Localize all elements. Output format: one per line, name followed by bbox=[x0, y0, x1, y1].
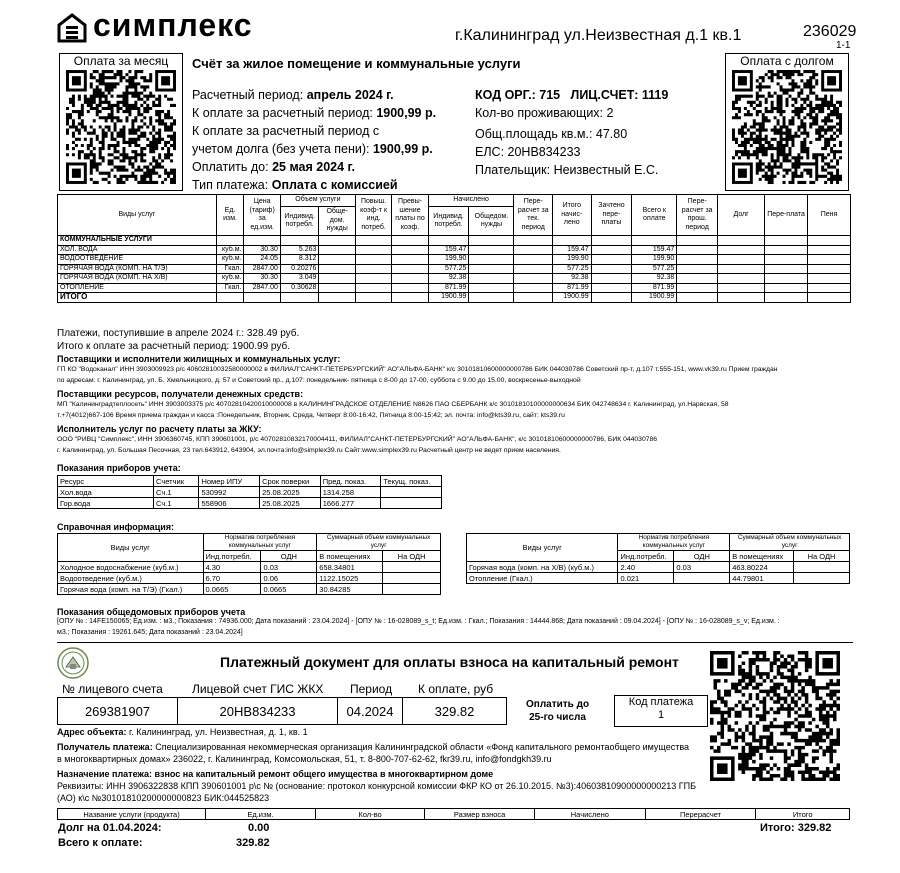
cap-table-header: Итого bbox=[756, 809, 850, 820]
pay-period-value: 1900,99 р. bbox=[376, 106, 437, 120]
meter-header: Текущ. показ. bbox=[381, 476, 442, 487]
ref-h-inroom: В помещениях bbox=[730, 551, 794, 562]
residents: Кол-во проживающих: 2 bbox=[475, 106, 614, 120]
cell-vol: 0.20276 bbox=[280, 264, 319, 274]
cap-table-header: Перерасчет bbox=[645, 809, 756, 820]
cell-ch: 92.38 bbox=[428, 274, 469, 284]
payments-received: Платежи, поступившие в апреле 2024 г.: 328.49 руб. bbox=[57, 328, 300, 339]
providers-h1: Поставщики и исполнители жилищных и коммунальных услуг: bbox=[57, 354, 341, 364]
cell-pay: 92.38 bbox=[632, 274, 677, 284]
cell-name: ГОРЯЧАЯ ВОДА (КОМП. НА Х/В) bbox=[58, 274, 217, 284]
cell-name: ХОЛ. ВОДА bbox=[58, 245, 217, 255]
table-row bbox=[58, 487, 442, 498]
providers-t1a: ГП КО "Водоканал" ИНН 3903009923 р/с 40602810032580000002 в ФИЛИАЛ"САНКТ-ПЕТЕРБУРГСКИЙ" АО"АЛЬФА-БАНК" к/с 30101810600000000786 БИК 044030786 Советский пр-т, д.107 т.555-151, www.vk39.ru Прием граждан bbox=[57, 366, 778, 373]
cap-itogo: Итого: 329.82 bbox=[760, 822, 832, 834]
cap-table-header: Начислено bbox=[535, 809, 646, 820]
fund-emblem-icon bbox=[57, 647, 89, 679]
cell-vol: 5.263 bbox=[280, 245, 319, 255]
meter-header: Номер ИПУ bbox=[199, 476, 260, 487]
ref-h-norm: Норматив потребления коммунальных услуг bbox=[203, 534, 317, 551]
h-ch-common: Общедом. нужды bbox=[469, 207, 514, 236]
cap-table-header: Кол-во bbox=[315, 809, 424, 820]
logo-icon bbox=[57, 13, 87, 43]
cap-addr-value: г. Калининград, ул. Неизвестная, д. 1, кв. 1 bbox=[129, 727, 308, 737]
period-value: апрель 2024 г. bbox=[306, 88, 394, 102]
ref-cell: Горячая вода (комп. на Т/Э) (Гкал.) bbox=[58, 584, 204, 595]
cap-h-account: № лицевого счета bbox=[62, 682, 163, 696]
meters-table bbox=[57, 475, 442, 509]
odpu-block bbox=[57, 607, 857, 638]
ref-h-service: Виды услуг bbox=[467, 534, 618, 562]
h-debt: Долг bbox=[718, 195, 765, 236]
cell-ch: 159.47 bbox=[428, 245, 469, 255]
qr-month-label: Оплата за месяц bbox=[60, 54, 182, 68]
ref-h-odn: ОДН bbox=[674, 551, 730, 562]
cap-total-label: Всего к оплате: bbox=[58, 837, 143, 849]
ref-cell: 30.84285 bbox=[317, 584, 383, 595]
cell-unit: куб.м. bbox=[216, 245, 244, 255]
table-row bbox=[58, 274, 851, 284]
meter-header: Срок поверки bbox=[260, 476, 321, 487]
table-row bbox=[58, 562, 441, 573]
h-charged: Начислено bbox=[428, 195, 514, 207]
ref-h-onodn: На ОДН bbox=[383, 551, 441, 562]
table-row bbox=[467, 562, 850, 573]
separator bbox=[57, 642, 853, 643]
capital-services-table bbox=[57, 808, 850, 820]
cap-gis: 20НВ834233 bbox=[178, 698, 338, 725]
ref-cell: 4.30 bbox=[203, 562, 261, 573]
payments-block bbox=[57, 327, 299, 353]
odpu-text2: м3.; Показания : 19261.645; Дата показаний : 23.04.2024] bbox=[57, 628, 243, 636]
cell-price: 24.05 bbox=[244, 255, 280, 265]
cell-name: ГОРЯЧАЯ ВОДА (КОМП. НА Т/Э) bbox=[58, 264, 217, 274]
org-code: КОД ОРГ.: 715 bbox=[475, 88, 561, 102]
cell-total: 871.99 bbox=[553, 283, 592, 293]
itogo-charged: 1900.99 bbox=[428, 293, 469, 303]
ref-cell bbox=[383, 573, 441, 584]
cell-unit: Гкал. bbox=[216, 283, 244, 293]
table-row bbox=[467, 573, 850, 584]
meter-cell: Хол.вода bbox=[58, 487, 154, 498]
providers-block bbox=[57, 354, 857, 456]
cell-price: 30.30 bbox=[244, 245, 280, 255]
table-row bbox=[58, 283, 851, 293]
capital-values-table bbox=[57, 697, 507, 725]
ref-cell: 463.80224 bbox=[730, 562, 794, 573]
document-subnumber: 1-1 bbox=[836, 40, 851, 51]
ref-h-odn: ОДН bbox=[261, 551, 317, 562]
logo-text: симплекс bbox=[93, 7, 253, 43]
h-total-pay: Всего к оплате bbox=[632, 195, 677, 236]
cell-name: ОТОПЛЕНИЕ bbox=[58, 283, 217, 293]
itogo-label: ИТОГО bbox=[58, 293, 217, 303]
cell-pay: 159.47 bbox=[632, 245, 677, 255]
h-excess: Превы-шение платы по коэф. bbox=[392, 195, 428, 236]
due-value: 25 мая 2024 г. bbox=[272, 160, 355, 174]
cell-pay: 199.90 bbox=[632, 255, 677, 265]
ref-cell bbox=[383, 584, 441, 595]
h-penalty: Пеня bbox=[808, 195, 851, 236]
cap-recipient-label: Получатель платежа: bbox=[57, 742, 153, 752]
group-label: КОММУНАЛЬНЫЕ УСЛУГИ bbox=[58, 236, 217, 246]
h-price: Цена (тариф) за ед.изм. bbox=[244, 195, 280, 236]
cell-price: 2847.00 bbox=[244, 283, 280, 293]
cap-debt-value: 0.00 bbox=[248, 822, 270, 834]
meter-cell: 25.08.2025 bbox=[260, 498, 321, 509]
itogo-total: 1900.99 bbox=[553, 293, 592, 303]
providers-h3: Исполнитель услуг по расчету платы за ЖКУ: bbox=[57, 424, 262, 434]
cell-price: 30.30 bbox=[244, 274, 280, 284]
cell-pay: 871.99 bbox=[632, 283, 677, 293]
ref-cell: 6.70 bbox=[203, 573, 261, 584]
cap-period: 04.2024 bbox=[338, 698, 403, 725]
ref-cell: 658.34801 bbox=[317, 562, 383, 573]
cell-ch: 871.99 bbox=[428, 283, 469, 293]
ref-h-inroom: В помещениях bbox=[317, 551, 383, 562]
cap-account: 269381907 bbox=[58, 698, 178, 725]
payments-total: Итого к оплате за расчетный период: 1900.99 руб. bbox=[57, 341, 290, 352]
odpu-title: Показания общедомовых приборов учета bbox=[57, 607, 246, 617]
itogo-pay: 1900.99 bbox=[632, 293, 677, 303]
h-vol-common: Обще-дом. нужды bbox=[319, 207, 355, 236]
meter-cell: Гор.вода bbox=[58, 498, 154, 509]
meter-header: Ресурс bbox=[58, 476, 154, 487]
table-row bbox=[58, 498, 442, 509]
cell-vol: 3.049 bbox=[280, 274, 319, 284]
table-row bbox=[58, 245, 851, 255]
type-label: Тип платежа: bbox=[192, 178, 269, 192]
cell-total: 92.38 bbox=[553, 274, 592, 284]
h-recalc: Пере-расчет за тек. период bbox=[514, 195, 553, 236]
ref-cell bbox=[383, 562, 441, 573]
cap-h-pay: К оплате, руб bbox=[418, 682, 494, 696]
ref-cell: 0.021 bbox=[618, 573, 674, 584]
cap-requisites1: Реквизиты: ИНН 3906322838 КПП 390601001 р\с № (основание: протокол конкурсной комиссии ФКР КО от 26.10.2015. №3):40603810900000000213 ГПБ bbox=[57, 781, 696, 791]
capital-details bbox=[57, 726, 847, 804]
cap-table-header: Размер взноса bbox=[425, 809, 535, 820]
qr-month bbox=[59, 53, 183, 191]
cap-due1: Оплатить до bbox=[526, 699, 590, 710]
cell-ch: 199.90 bbox=[428, 255, 469, 265]
bill-info-right bbox=[475, 86, 720, 179]
ref-cell: 0.03 bbox=[261, 562, 317, 573]
ref-h-service: Виды услуг bbox=[58, 534, 204, 562]
address: г.Калининград ул.Неизвестная д.1 кв.1 bbox=[455, 27, 742, 44]
cell-ch: 577.25 bbox=[428, 264, 469, 274]
bill-info-left bbox=[192, 86, 472, 194]
type-value: Оплата с комиссией bbox=[271, 178, 398, 192]
qr-debt bbox=[725, 53, 849, 191]
ref-cell: Водоотведение (куб.м.) bbox=[58, 573, 204, 584]
table-row bbox=[58, 255, 851, 265]
cap-table-header: Ед.изм. bbox=[206, 809, 316, 820]
cap-code-label: Код платежа bbox=[628, 696, 694, 708]
ref-cell: 0.03 bbox=[674, 562, 730, 573]
ref-h-ind: Инд.потребл. bbox=[618, 551, 674, 562]
ref-cell: 0.06 bbox=[261, 573, 317, 584]
table-row-total bbox=[58, 293, 851, 303]
cell-total: 159.47 bbox=[553, 245, 592, 255]
cell-unit: куб.м. bbox=[216, 274, 244, 284]
qr-code-icon bbox=[732, 70, 842, 184]
services-table bbox=[57, 194, 851, 303]
providers-t3a: ООО "РИВЦ "Симплекс", ИНН 3906360745, КПП 390601001, р/с 40702810832170004411, ФИЛИАЛ"САНКТ-ПЕТЕРБУРГСКИЙ" АО"АЛЬФА-БАНК", к/с 30101810600000000786, БИК 044030786 bbox=[57, 436, 658, 443]
account-number: ЛИЦ.СЧЕТ: 1119 bbox=[570, 88, 669, 102]
cap-addr-label: Адрес объекта: bbox=[57, 727, 127, 737]
ref-cell bbox=[794, 573, 850, 584]
reference-title: Справочная информация: bbox=[57, 522, 175, 532]
cell-vol: 0.30628 bbox=[280, 283, 319, 293]
cell-vol: 8.312 bbox=[280, 255, 319, 265]
ref-cell: 0.0665 bbox=[261, 584, 317, 595]
table-row bbox=[58, 584, 441, 595]
reference-table-left bbox=[57, 533, 441, 595]
providers-t3b: г. Калининград, ул. Большая Песочная, 23 тел.643912, 643904, эл.почта:info@simplex39.ru Сайт:www.simplex39.ru Расчетный центр не ведет прием населения. bbox=[57, 446, 561, 454]
cell-total: 199.90 bbox=[553, 255, 592, 265]
document-number: 236029 bbox=[803, 23, 857, 40]
cap-due2: 25-го числа bbox=[529, 712, 586, 723]
ref-cell: Холодное водоснабжение (куб.м.) bbox=[58, 562, 204, 573]
cap-recipient-value1: Специализированная некоммерческая организация Калининградской области «Фонд капитального ремонтаобщего имущества bbox=[155, 742, 690, 752]
cap-code-value: 1 bbox=[657, 709, 665, 721]
ref-h-norm: Норматив потребления коммунальных услуг bbox=[618, 534, 730, 551]
cell-price: 2847.00 bbox=[244, 264, 280, 274]
els: ЕЛС: 20НВ834233 bbox=[475, 145, 581, 159]
meter-header: Счетчик bbox=[154, 476, 199, 487]
providers-h2: Поставщики ресурсов, получатели денежных средств: bbox=[57, 389, 304, 399]
meter-cell: Сч.1 bbox=[154, 498, 199, 509]
pay-debt-label2: учетом долга (без учета пени): bbox=[192, 142, 370, 156]
table-row bbox=[58, 236, 851, 246]
cap-requisites2: (АО) к\с №30101810200000000823 БИК:044525823 bbox=[57, 793, 270, 803]
ref-cell bbox=[794, 562, 850, 573]
meter-cell: 25.08.2025 bbox=[260, 487, 321, 498]
pay-debt-value: 1900,99 р. bbox=[372, 142, 433, 156]
meter-cell bbox=[381, 498, 442, 509]
ref-cell: 1122.15025 bbox=[317, 573, 383, 584]
cell-name: ВОДООТВЕДЕНИЕ bbox=[58, 255, 217, 265]
meters-title: Показания приборов учета: bbox=[57, 463, 181, 473]
capital-title: Платежный документ для оплаты взноса на капитальный ремонт bbox=[220, 654, 679, 670]
ref-h-sum: Суммарный объем коммунальных услуг bbox=[730, 534, 850, 551]
ref-cell bbox=[674, 573, 730, 584]
h-overpay: Пере-плата bbox=[765, 195, 808, 236]
ref-cell: Отопление (Гкал.) bbox=[467, 573, 618, 584]
reference-table-right bbox=[466, 533, 850, 584]
cell-unit: куб.м. bbox=[216, 255, 244, 265]
cell-unit: Гкал. bbox=[216, 264, 244, 274]
ref-cell: 2.40 bbox=[618, 562, 674, 573]
cap-h-gis: Лицевой счет ГИС ЖКХ bbox=[192, 682, 324, 696]
cap-h-period: Период bbox=[350, 682, 393, 696]
h-credited: Зачтено пере-платы bbox=[591, 195, 632, 236]
cap-pay: 329.82 bbox=[403, 698, 507, 725]
h-services: Виды услуг bbox=[58, 195, 217, 236]
meter-cell: 558906 bbox=[199, 498, 260, 509]
qr-code-icon bbox=[66, 70, 176, 184]
cap-purpose: Назначение платежа: взнос на капитальный ремонт общего имущества в многоквартирном доме bbox=[57, 769, 494, 779]
table-row bbox=[58, 573, 441, 584]
period-label: Расчетный период: bbox=[192, 88, 304, 102]
meter-cell: Сч.1 bbox=[154, 487, 199, 498]
pay-debt-label1: К оплате за расчетный период с bbox=[192, 124, 380, 138]
providers-t2a: МП "Калининградтеплосеть" ИНН 3903003375 р/с 40702810420010000008 в КАЛИНИНГРАДСКОЕ ОТДЕЛЕНИЕ N8626 ПАО СБЕРБАНК к/с 30101810100000000634 БИК 042748634 г. Калининград, ул.Нарвская, 58 bbox=[57, 401, 729, 408]
meter-cell: 1666.277 bbox=[320, 498, 381, 509]
ref-cell: 44.79801 bbox=[730, 573, 794, 584]
cap-recipient-value2: в многоквартирных домах» 236022, г. Калининград, Комсомольская, 51, т. 8-800-707-62-62, fkr39.ru, info@fondgkh39.ru bbox=[57, 754, 552, 764]
bill-title: Счёт за жилое помещение и коммунальные услуги bbox=[192, 56, 521, 71]
ref-cell: Горячая вода (комп. на Х/В) (куб.м.) bbox=[467, 562, 618, 573]
due-label: Оплатить до: bbox=[192, 160, 269, 174]
area: Общ.площадь кв.м.: 47.80 bbox=[475, 127, 628, 141]
ref-h-sum: Суммарный объем коммунальных услуг bbox=[317, 534, 441, 551]
meter-header: Пред. показ. bbox=[320, 476, 381, 487]
cap-total-value: 329.82 bbox=[236, 837, 270, 849]
h-volume: Объем услуги bbox=[280, 195, 355, 207]
ref-h-onodn: На ОДН bbox=[794, 551, 850, 562]
providers-t1b: по адресам: г. Калининград, ул. Б. Хмельницкого, д. 57 и Советский пр., д.107: понедельник- пятница с 8-00 до 17-00, суббота с 9.00 до 15.00, воскресенье-выходной bbox=[57, 376, 581, 384]
table-row bbox=[58, 264, 851, 274]
h-unit: Ед. изм. bbox=[216, 195, 244, 236]
pay-period-label: К оплате за расчетный период: bbox=[192, 106, 373, 120]
meter-cell: 1314.258 bbox=[320, 487, 381, 498]
payer: Плательщик: Неизвестный Е.С. bbox=[475, 163, 659, 177]
h-total-charged: Итого начис-лено bbox=[553, 195, 592, 236]
cell-pay: 577.25 bbox=[632, 264, 677, 274]
qr-debt-label: Оплата с долгом bbox=[726, 54, 848, 68]
ref-h-ind: Инд.потребл. bbox=[203, 551, 261, 562]
h-vol-ind: Индивид. потребл. bbox=[280, 207, 319, 236]
providers-t2b: т.+7(4012)667-106 Время приема граждан и касса :Понедельник, Вторник, Среда, Четверг 8:00-16:42, Пятница 8:00-15:42; эл. почта: info@kts39.ru, сайт: kts39.ru bbox=[57, 411, 565, 419]
cap-table-header: Название услуги (продукта) bbox=[58, 809, 206, 820]
ref-cell: 0.0665 bbox=[203, 584, 261, 595]
meter-cell bbox=[381, 487, 442, 498]
cap-due bbox=[526, 698, 589, 724]
meter-cell: 530992 bbox=[199, 487, 260, 498]
h-coef: Повыш. коэф-т к инд. потреб. bbox=[355, 195, 391, 236]
h-recalc-prev: Пере-расчет за прош. период bbox=[677, 195, 718, 236]
h-ch-ind: Индивид. потребл. bbox=[428, 207, 469, 236]
odpu-text1: [ОПУ № : 14FE150065; Ед.изм. : м3.; Показания : 74936.000; Дата показаний : 23.04.2024] - [ОПУ № : 16-028089_s_t; Ед.изм. : Гкал.; Показания : 14444.868; Дата показаний : 09.04.2024] - [ОПУ № : 16-028089_s_v; Ед.изм. : bbox=[57, 618, 780, 625]
cell-total: 577.25 bbox=[553, 264, 592, 274]
payment-code-box bbox=[614, 695, 708, 727]
cap-debt-label: Долг на 01.04.2024: bbox=[58, 822, 162, 834]
